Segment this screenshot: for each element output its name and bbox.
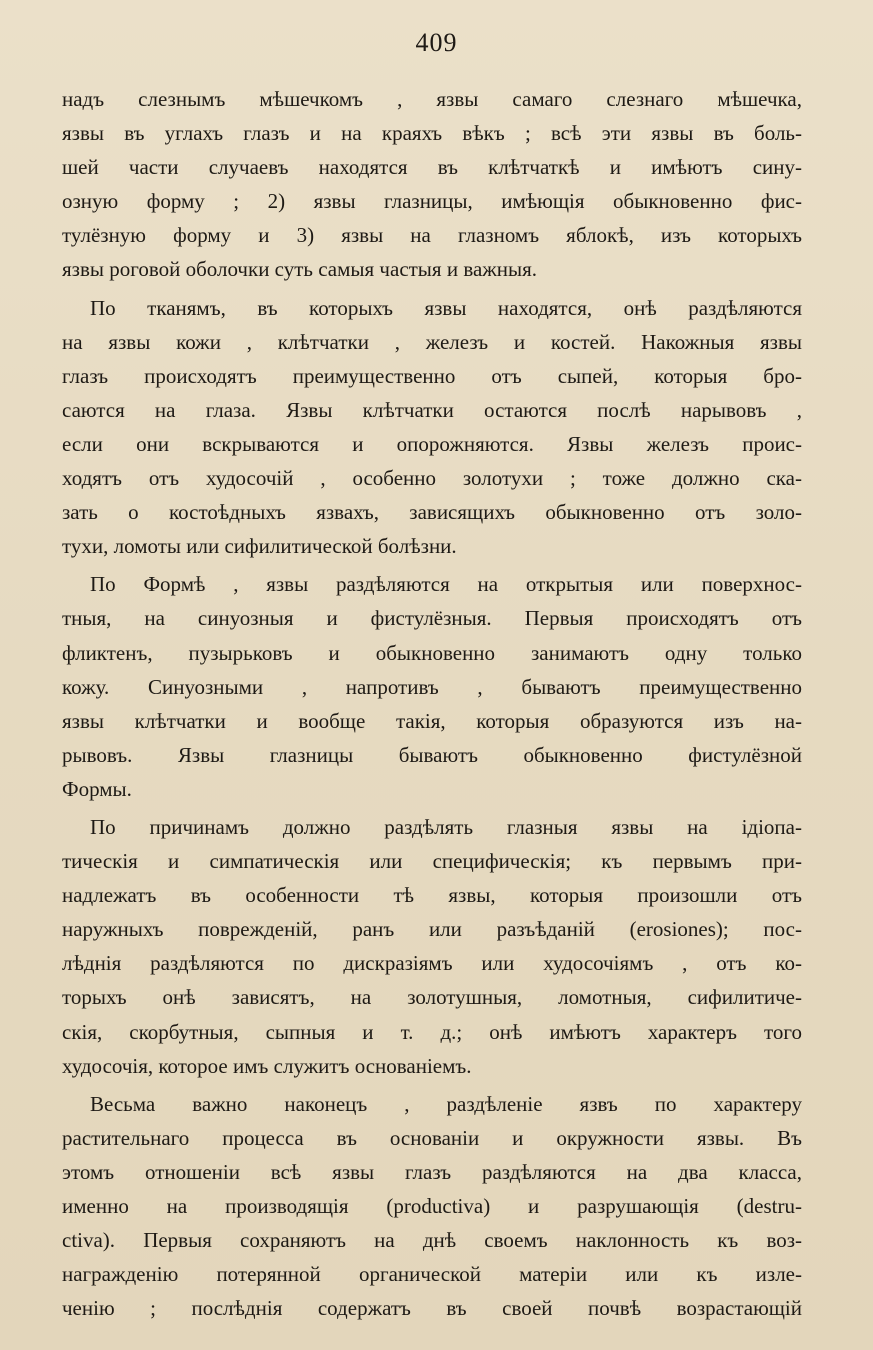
text-line: озную форму ; 2) язвы глазницы, имѣющія обыкновенно фис-: [62, 189, 802, 214]
page-text: [62, 82, 802, 1325]
text-line: этомъ отношеніи всѣ язвы глазъ раздѣляются на два класса,: [62, 1159, 802, 1184]
paragraph-4: [62, 810, 802, 1083]
text-line: ченію ; послѣднія содержатъ въ своей почвѣ возрастающій: [62, 1296, 802, 1321]
paragraph-2: [62, 291, 802, 564]
text-line: глазъ происходятъ преимущественно отъ сыпей, которыя бро-: [62, 363, 802, 388]
text-line: награжденію потерянной органической матеріи или къ излe-: [62, 1262, 802, 1287]
text-line: рывовъ. Язвы глазницы бываютъ обыкновенно фистулёзной: [62, 742, 802, 767]
paragraph-3: [62, 567, 802, 806]
paragraph-5: [62, 1087, 802, 1326]
text-line: язвы роговой оболочки суть самыя частыя и важныя.: [62, 257, 538, 282]
text-line: на язвы кожи , клѣтчатки , железъ и костей. Накожныя язвы: [62, 329, 802, 354]
text-line: лѣднія раздѣляются по дискразіямъ или худосочіямъ , отъ ко-: [62, 951, 802, 976]
text-line: язвы въ углахъ глазъ и на краяхъ вѣкъ ; всѣ эти язвы въ боль-: [62, 121, 802, 146]
text-line: именно на производящія (productiva) и разрушающія (destru-: [62, 1194, 802, 1218]
text-line: надъ слезнымъ мѣшечкомъ , язвы самаго слезнаго мѣшечка,: [62, 87, 802, 111]
text-line: торыхъ онѣ зависятъ, на золотушныя, ломотныя, сифилитиче-: [62, 985, 802, 1010]
text-line: если они вскрываются и опорожняются. Язвы железъ проис-: [62, 431, 802, 456]
text-line: худосочія, которое имъ служитъ основаніемъ.: [62, 1053, 472, 1078]
text-line: тныя, на синуозныя и фистулёзныя. Первыя происходятъ отъ: [62, 606, 802, 631]
text-line: кожу. Синуозными , напротивъ , бываютъ преимущественно: [62, 674, 802, 699]
text-line: саются на глаза. Язвы клѣтчатки остаются послѣ нарывовъ ,: [62, 397, 802, 422]
text-line: шей части случаевъ находятся въ клѣтчаткѣ и имѣютъ сину-: [62, 155, 802, 180]
text-line: Формы.: [62, 776, 132, 801]
text-line: зать о костоѣдныхъ язвахъ, зависящихъ обыкновенно отъ золо-: [62, 500, 802, 525]
text-line: тулёзную форму и 3) язвы на глазномъ яблокѣ, изъ которыхъ: [62, 223, 802, 248]
text-line: тухи, ломоты или сифилитической болѣзни.: [62, 534, 457, 559]
text-line: растительнаго процесса въ основаніи и окружности язвы. Въ: [62, 1125, 802, 1150]
text-line: надлежатъ въ особенности тѣ язвы, которыя произошли отъ: [62, 883, 802, 908]
text-line: тическія и симпатическія или специфическія; къ первымъ при-: [62, 849, 802, 874]
text-line: По Формѣ , язвы раздѣляются на открытыя или поверхнос-: [90, 572, 802, 597]
text-line: скія, скорбутныя, сыпныя и т. д.; онѣ имѣютъ характеръ того: [62, 1019, 802, 1044]
paragraph-1: [62, 82, 802, 287]
text-line: язвы клѣтчатки и вообще такія, которыя образуются изъ на-: [62, 708, 802, 733]
text-line: Весьма важно наконецъ , раздѣленіе язвъ по характеру: [90, 1091, 802, 1116]
text-line: По тканямъ, въ которыхъ язвы находятся, онѣ раздѣляются: [90, 295, 802, 320]
text-line: ctiva). Первыя сохраняютъ на днѣ своемъ наклонность къ воз-: [62, 1228, 802, 1253]
text-line: По причинамъ должно раздѣлять глазныя язвы на ідіопа-: [90, 814, 802, 839]
text-line: наружныхъ поврежденій, ранъ или разъѣданій (erosiones); пос-: [62, 917, 802, 942]
text-line: фликтенъ, пузырьковъ и обыкновенно занимаютъ одну только: [62, 640, 802, 665]
page-number: 409: [415, 28, 458, 57]
text-line: ходятъ отъ худосочій , особенно золотухи ; тоже должно ска-: [62, 466, 802, 491]
